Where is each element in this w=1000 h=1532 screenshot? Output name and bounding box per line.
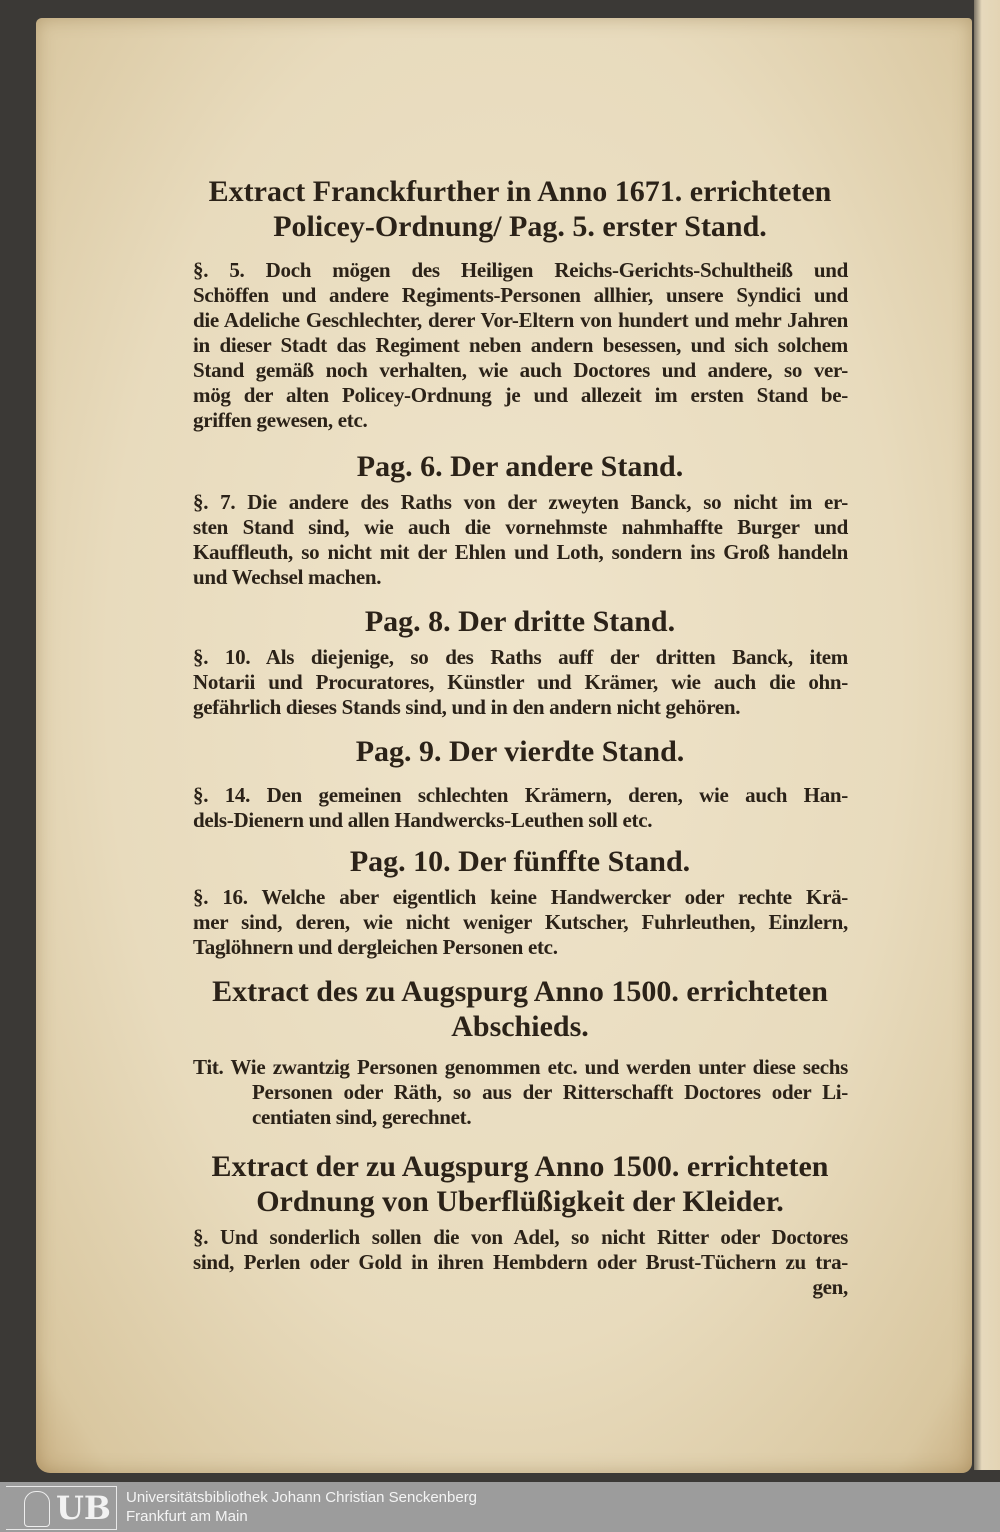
- paragraph-line: Kauffleuth, so nicht mit der Ehlen und Loth, sondern ins Groß handeln: [193, 540, 848, 564]
- paragraph-line: §. 14. Den gemeinen schlechten Krämern, deren, wie auch Han-: [193, 783, 848, 807]
- heading-extract-frankfurt: Extract Franckfurther in Anno 1671. errichteten: [208, 175, 832, 208]
- heading-pag-10: Pag. 10. Der fünffte Stand.: [349, 845, 691, 878]
- paragraph-line: sind, Perlen oder Gold in ihren Hembdern oder Brust-Tüchern zu tra-: [193, 1250, 848, 1274]
- heading-extract-augsburg-abschied: Extract des zu Augspurg Anno 1500. errichteten: [212, 975, 828, 1008]
- paragraph-line: §. 10. Als diejenige, so des Raths auff der dritten Banck, item: [193, 645, 848, 669]
- paragraph-line: sten Stand sind, wie auch die vornehmste nahmhaffte Burger und: [193, 515, 848, 539]
- paragraph-line: Personen oder Räth, so aus der Ritterschafft Doctores oder Li-: [252, 1080, 848, 1104]
- paragraph-line: und Wechsel machen.: [193, 565, 382, 589]
- adjacent-page-edge: [974, 0, 1000, 1470]
- paragraph-line: gefährlich dieses Stands sind, und in den andern nicht gehören.: [193, 695, 741, 719]
- paragraph-line: Tit. Wie zwantzig Personen genommen etc. und werden unter diese sechs: [193, 1055, 848, 1079]
- heading-extract-frankfurt-2: Policey-Ordnung/ Pag. 5. erster Stand.: [273, 210, 767, 243]
- paragraph-line: griffen gewesen, etc.: [193, 408, 368, 432]
- heading-pag-6: Pag. 6. Der andere Stand.: [356, 450, 684, 483]
- paragraph-line: §. 5. Doch mögen des Heiligen Reichs-Gerichts-Schultheiß und: [193, 258, 848, 282]
- paragraph-line: §. 7. Die andere des Raths von der zweyten Banck, so nicht im er-: [193, 490, 848, 514]
- paragraph-line: mög der alten Policey-Ordnung je und allezeit im ersten Stand be-: [193, 383, 848, 407]
- heading-pag-8: Pag. 8. Der dritte Stand.: [364, 605, 676, 638]
- catchword: gen,: [812, 1275, 848, 1299]
- paragraph-line: die Adeliche Geschlechter, derer Vor-Eltern von hundert und mehr Jahren: [193, 308, 848, 332]
- library-location: Frankfurt am Main: [126, 1508, 248, 1525]
- logo-text: UB: [56, 1489, 111, 1527]
- paragraph-line: §. Und sonderlich sollen die von Adel, so nicht Ritter oder Doctores: [193, 1225, 848, 1249]
- portrait-icon: [24, 1491, 50, 1527]
- paragraph-line: centiaten sind, gerechnet.: [252, 1105, 472, 1129]
- heading-extract-augsburg-ordnung: Extract der zu Augspurg Anno 1500. errichteten: [211, 1150, 829, 1183]
- library-name: Universitätsbibliothek Johann Christian Senckenberg: [126, 1489, 478, 1506]
- paragraph-line: Taglöhnern und dergleichen Personen etc.: [193, 935, 558, 959]
- paragraph-line: Schöffen und andere Regiments-Personen allhier, unsere Syndici und: [193, 283, 848, 307]
- paragraph-line: Stand gemäß noch verhalten, wie auch Doctores und andere, so ver-: [193, 358, 848, 382]
- paragraph-line: dels-Dienern und allen Handwercks-Leuthen soll etc.: [193, 808, 653, 832]
- heading-extract-augsburg-abschied-2: Abschieds.: [451, 1010, 589, 1043]
- paragraph-line: §. 16. Welche aber eigentlich keine Handwercker oder rechte Krä-: [193, 885, 848, 909]
- paragraph-line: Notarii und Procuratores, Künstler und Krämer, wie auch die ohn-: [193, 670, 848, 694]
- paragraph-line: in dieser Stadt das Regiment neben andern besessen, und sich solchem: [193, 333, 848, 357]
- library-logo: [6, 1486, 117, 1530]
- paragraph-line: mer sind, deren, wie nicht weniger Kutscher, Fuhrleuthen, Einzlern,: [193, 910, 848, 934]
- library-footer-banner: [0, 1482, 1000, 1532]
- heading-extract-augsburg-ordnung-2: Ordnung von Uberflüßigkeit der Kleider.: [256, 1185, 784, 1218]
- heading-pag-9: Pag. 9. Der vierdte Stand.: [355, 735, 685, 768]
